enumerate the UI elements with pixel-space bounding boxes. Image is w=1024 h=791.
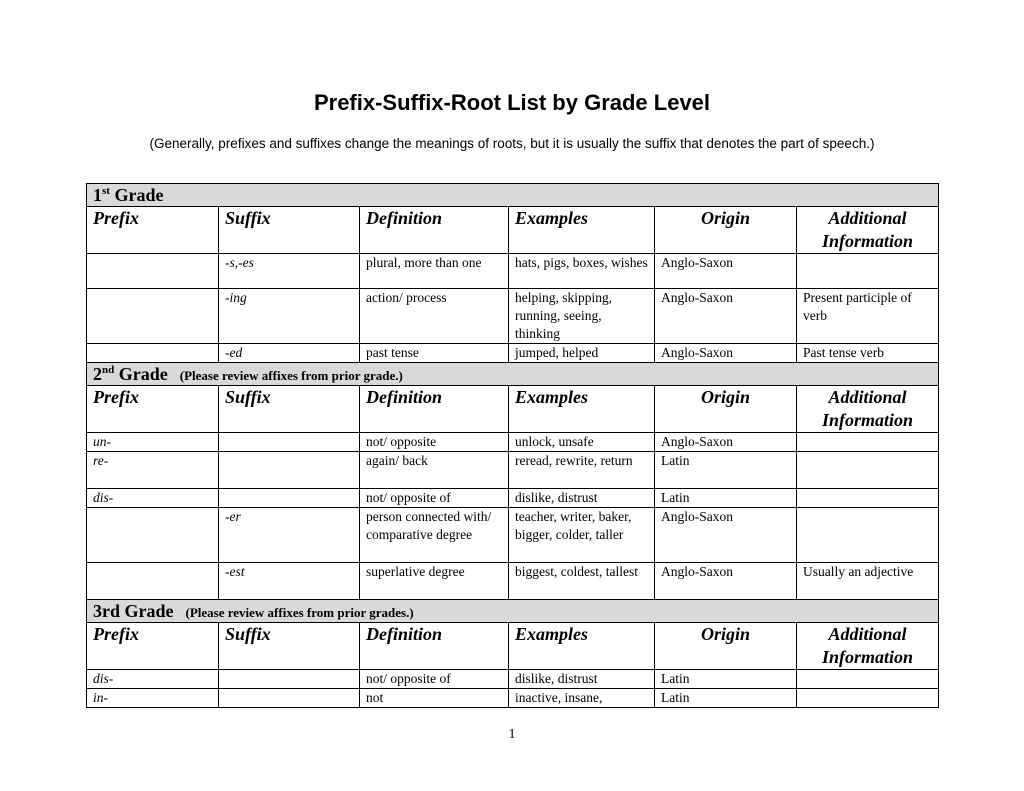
table-row <box>87 563 939 600</box>
info-column-header: Additional Information <box>797 623 939 670</box>
suffix-cell: -ed <box>219 344 360 363</box>
table-row <box>87 670 939 689</box>
info-cell <box>797 508 939 563</box>
page-title: Prefix-Suffix-Root List by Grade Level <box>313 90 711 115</box>
origin-column-header: Origin <box>655 623 797 670</box>
examples-cell: dislike, distrust <box>509 670 655 689</box>
column-header-row <box>87 386 939 433</box>
definition-cell: again/ back <box>360 452 509 489</box>
grade-section-header <box>87 600 939 623</box>
grade-number: 1 <box>93 185 102 205</box>
examples-cell: teacher, writer, baker, bigger, colder, taller <box>509 508 655 563</box>
grade-section-cell <box>87 184 939 207</box>
info-cell: Past tense verb <box>797 344 939 363</box>
prefix-cell: in- <box>87 689 219 708</box>
suffix-cell <box>219 670 360 689</box>
grade-section-cell <box>87 363 939 386</box>
suffix-column-header: Suffix <box>219 207 360 254</box>
page-subtitle: (Generally, prefixes and suffixes change the meanings of roots, but it is usually the suffix that denotes the part of speech.) <box>149 136 875 151</box>
table-row <box>87 508 939 563</box>
examples-cell: reread, rewrite, return <box>509 452 655 489</box>
suffix-cell <box>219 452 360 489</box>
suffix-cell <box>219 433 360 452</box>
grade-ordinal-suffix: nd <box>102 364 115 376</box>
info-column-header: Additional Information <box>797 386 939 433</box>
column-header-row <box>87 623 939 670</box>
examples-cell: jumped, helped <box>509 344 655 363</box>
examples-cell: inactive, insane, <box>509 689 655 708</box>
grade-review-note: (Please review affixes from prior grades.) <box>185 605 414 620</box>
page-number: 1 <box>508 727 516 742</box>
origin-column-header: Origin <box>655 386 797 433</box>
info-cell <box>797 452 939 489</box>
examples-cell: helping, skipping, running, seeing, thinking <box>509 289 655 344</box>
table-row <box>87 489 939 508</box>
info-cell <box>797 670 939 689</box>
grade-title <box>93 364 168 384</box>
definition-cell: not <box>360 689 509 708</box>
grade-label: Grade <box>114 364 168 384</box>
origin-cell: Latin <box>655 689 797 708</box>
grade-section-header <box>87 184 939 207</box>
origin-cell: Latin <box>655 489 797 508</box>
prefix-cell: un- <box>87 433 219 452</box>
prefix-column-header: Prefix <box>87 207 219 254</box>
table-row <box>87 689 939 708</box>
prefix-cell: dis- <box>87 670 219 689</box>
examples-column-header: Examples <box>509 623 655 670</box>
origin-cell: Anglo-Saxon <box>655 508 797 563</box>
info-cell: Usually an adjective <box>797 563 939 600</box>
examples-cell: hats, pigs, boxes, wishes <box>509 254 655 289</box>
origin-column-header: Origin <box>655 207 797 254</box>
grade-title <box>93 185 163 205</box>
grade-number: 2 <box>93 364 102 384</box>
grade-section-header <box>87 363 939 386</box>
suffix-column-header: Suffix <box>219 386 360 433</box>
examples-cell: dislike, distrust <box>509 489 655 508</box>
suffix-cell: -s,-es <box>219 254 360 289</box>
definition-column-header: Definition <box>360 386 509 433</box>
origin-cell: Latin <box>655 670 797 689</box>
info-cell <box>797 689 939 708</box>
definition-cell: action/ process <box>360 289 509 344</box>
origin-cell: Anglo-Saxon <box>655 344 797 363</box>
origin-cell: Latin <box>655 452 797 489</box>
suffix-cell: -er <box>219 508 360 563</box>
grade-title <box>93 601 174 621</box>
definition-column-header: Definition <box>360 207 509 254</box>
column-header-row <box>87 207 939 254</box>
suffix-cell: -est <box>219 563 360 600</box>
definition-cell: plural, more than one <box>360 254 509 289</box>
prefix-column-header: Prefix <box>87 623 219 670</box>
info-cell: Present participle of verb <box>797 289 939 344</box>
prefix-cell <box>87 344 219 363</box>
grade-label: Grade <box>120 601 174 621</box>
grade-section-cell <box>87 600 939 623</box>
prefix-cell <box>87 254 219 289</box>
definition-cell: superlative degree <box>360 563 509 600</box>
affix-table <box>86 183 939 708</box>
info-cell <box>797 489 939 508</box>
table-row <box>87 254 939 289</box>
prefix-column-header: Prefix <box>87 386 219 433</box>
examples-column-header: Examples <box>509 207 655 254</box>
info-cell <box>797 254 939 289</box>
prefix-cell <box>87 508 219 563</box>
prefix-cell: dis- <box>87 489 219 508</box>
examples-column-header: Examples <box>509 386 655 433</box>
definition-cell: not/ opposite of <box>360 489 509 508</box>
suffix-column-header: Suffix <box>219 623 360 670</box>
origin-cell: Anglo-Saxon <box>655 563 797 600</box>
suffix-cell <box>219 689 360 708</box>
info-cell <box>797 433 939 452</box>
grade-number: 3rd <box>93 601 120 621</box>
table-row <box>87 344 939 363</box>
grade-label: Grade <box>109 185 164 205</box>
grade-ordinal-suffix: st <box>102 185 110 197</box>
grade-review-note: (Please review affixes from prior grade.) <box>179 368 403 383</box>
examples-cell: biggest, coldest, tallest <box>509 563 655 600</box>
prefix-cell <box>87 289 219 344</box>
definition-cell: person connected with/ comparative degree <box>360 508 509 563</box>
table-row <box>87 289 939 344</box>
examples-cell: unlock, unsafe <box>509 433 655 452</box>
definition-cell: past tense <box>360 344 509 363</box>
definition-cell: not/ opposite of <box>360 670 509 689</box>
origin-cell: Anglo-Saxon <box>655 289 797 344</box>
prefix-cell <box>87 563 219 600</box>
info-column-header: Additional Information <box>797 207 939 254</box>
origin-cell: Anglo-Saxon <box>655 254 797 289</box>
table-row <box>87 433 939 452</box>
definition-cell: not/ opposite <box>360 433 509 452</box>
table-row <box>87 452 939 489</box>
suffix-cell: -ing <box>219 289 360 344</box>
prefix-cell: re- <box>87 452 219 489</box>
definition-column-header: Definition <box>360 623 509 670</box>
suffix-cell <box>219 489 360 508</box>
origin-cell: Anglo-Saxon <box>655 433 797 452</box>
